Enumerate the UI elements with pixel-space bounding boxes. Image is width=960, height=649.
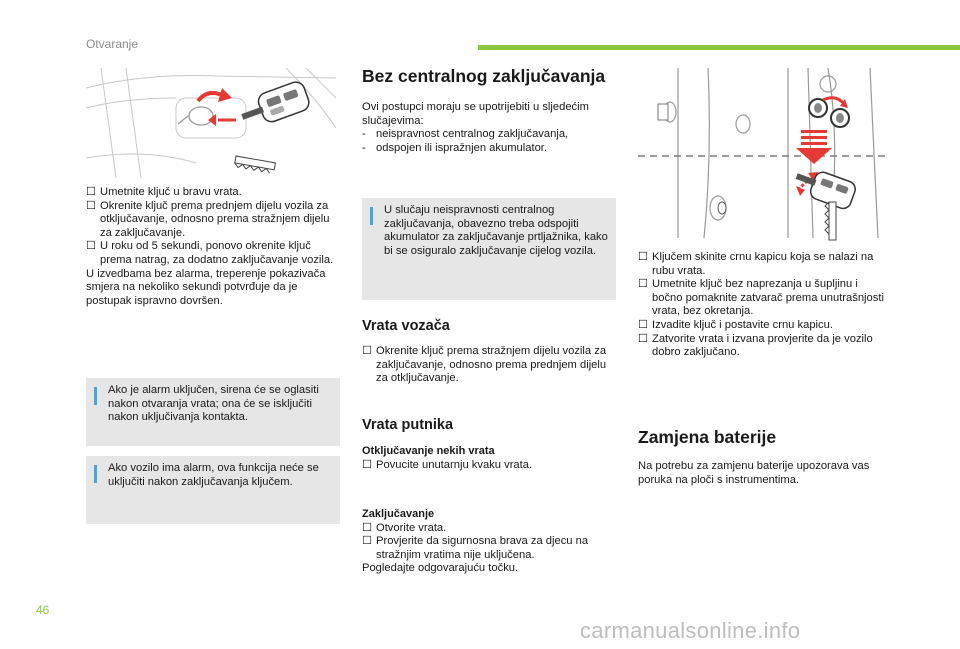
dash-item: - neispravnost centralnog zaključavanja, (362, 128, 569, 141)
section-heading: Bez centralnog zaključavanja (362, 66, 606, 86)
instruction-item: ☐ Otvorite vrata. (362, 521, 447, 534)
confirmation-paragraph: U izvedbama bez alarma, treperenje pokazivača smjera na nekoliko sekundi potvrđuje da je postupak ispravno dovršen. (86, 267, 326, 307)
section-accent-bar (478, 45, 960, 50)
checkbox-icon: ☐ (86, 186, 97, 198)
passenger-unlock-block: Otključavanje nekih vrata ☐ Povucite unutarnju kvaku vrata. (362, 445, 614, 472)
instruction-item: ☐ Okrenite ključ prema stražnjem dijelu vozila za zaključavanje, odnosno prema prednjem dijelu za otključavanje. (362, 345, 607, 385)
checkbox-icon: ☐ (362, 458, 373, 471)
door-key-illustration (86, 68, 340, 180)
checkbox-icon: ☐ (362, 521, 373, 534)
instruction-item: ☐ Provjerite da sigurnosna brava za djecu na stražnjim vratima nije uključena. (362, 535, 589, 561)
battery-info-note: U slučaju neispravnosti centralnog zaključavanja, obavezno treba odspojiti akumulator za zaključavanje prtljažnika, kako bi se osiguralo zaključavanje cijelog vozila. (362, 198, 616, 300)
section-title: Otvaranje (86, 37, 139, 51)
checkbox-icon: ☐ (362, 345, 373, 357)
instruction-item: ☐ Okrenite ključ prema prednjem dijelu vozila za otključavanje, odnosno prema stražnjem dijelu za zaključavanje. (86, 199, 330, 239)
checkbox-icon: ☐ (638, 278, 649, 291)
checkbox-icon: ☐ (362, 535, 373, 548)
col3-instructions (638, 251, 890, 360)
passenger-door-heading: Vrata putnika (362, 417, 454, 433)
instruction-item: ☐ Povucite unutarnju kvaku vrata. (362, 458, 533, 471)
instruction-item: ☐ Umetnite ključ bez naprezanja u šupljinu i bočno pomaknite zatvarač prema unutrašnjosti vrata, bez okretanja. (638, 278, 884, 318)
passenger-lock-block: Zaključavanje ☐ Otvorite vrata. ☐ Provjerite da sigurnosna brava za djecu na stražnjim vratima nije uključena. Pogledajte odgovarajuću točku. (362, 508, 614, 576)
instruction-item: ☐ U roku od 5 sekundi, ponovo okrenite ključ prema natrag, za dodatno zaključavanje vozila. (86, 240, 334, 266)
dash-item: - odspojen ili ispražnjen akumulator. (362, 141, 548, 154)
checkbox-icon: ☐ (638, 332, 649, 345)
driver-door-instructions (362, 345, 614, 386)
instruction-item: ☐ Zatvorite vrata i izvana provjerite da je vozilo dobro zaključano. (638, 332, 873, 359)
instruction-item: ☐ Ključem skinite crnu kapicu koja se nalazi na rubu vrata. (638, 251, 874, 277)
checkbox-icon: ☐ (638, 251, 649, 263)
watermark: carmanualsonline.info (580, 618, 801, 643)
door-edge-lock-illustration (638, 68, 888, 244)
checkbox-icon: ☐ (638, 318, 649, 331)
col1-instructions (86, 186, 342, 308)
info-icon (94, 465, 97, 483)
page-number: 46 (36, 603, 50, 617)
checkbox-icon: ☐ (86, 199, 97, 212)
col2-intro: Ovi postupci moraju se upotrijebiti u sljedećim slučajevima: - neispravnost centralnog zaključavanja, - odspojen ili ispražnjen akumulator. (362, 101, 614, 155)
battery-replacement-heading: Zamjena baterije (638, 427, 777, 447)
info-icon (370, 207, 373, 225)
info-icon (94, 387, 97, 405)
instruction-item: ☐ Umetnite ključ u bravu vrata. (86, 186, 242, 198)
battery-replacement-paragraph: Na potrebu za zamjenu baterije upozorava vas poruka na ploči s instrumentima. (638, 460, 870, 486)
instruction-item: ☐ Izvadite ključ i postavite crnu kapicu. (638, 318, 833, 331)
alarm-info-note: Ako je alarm uključen, sirena će se oglasiti nakon otvaranja vrata; ona će se isključiti nakon uključivanja kontakta. (86, 378, 340, 446)
checkbox-icon: ☐ (86, 240, 97, 253)
alarm-key-info-note: Ako vozilo ima alarm, ova funkcija neće se uključiti nakon zaključavanja ključem. (86, 456, 340, 524)
driver-door-heading: Vrata vozača (362, 318, 450, 334)
